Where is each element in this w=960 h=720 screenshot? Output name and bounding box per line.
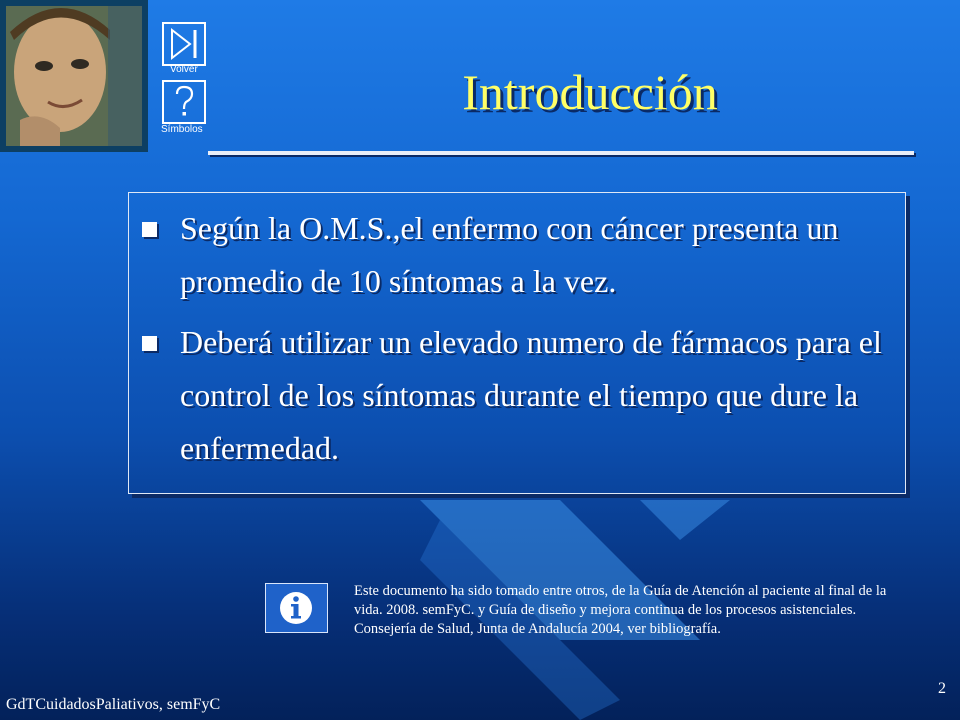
source-note: Este documento ha sido tomado entre otros, de la Guía de Atención al paciente al final de la vida. 2008. semFyC. y Guía de diseño y mejora continua de los procesos asistenciales. Consejería de Salud, Junta de Andalucía 2004, ver bibliografía. bbox=[354, 583, 887, 637]
portrait-image bbox=[0, 0, 148, 152]
volver-label: Volver bbox=[170, 64, 198, 75]
simbolos-button[interactable] bbox=[162, 80, 206, 124]
page-title: Introducción bbox=[462, 64, 718, 120]
bullet-text: Deberá utilizar un elevado numero de fármacos para el control de los síntomas durante el tiempo que dure la enfermedad. bbox=[180, 324, 882, 466]
volver-icon bbox=[164, 24, 204, 64]
bullet-marker bbox=[142, 222, 157, 237]
bullet-item bbox=[146, 202, 886, 308]
page-number: 2 bbox=[938, 680, 946, 697]
bullet-item bbox=[146, 316, 886, 475]
volver-button[interactable] bbox=[162, 22, 206, 66]
bullet-text: Según la O.M.S.,el enfermo con cáncer presenta un promedio de 10 síntomas a la vez. bbox=[180, 210, 839, 299]
simbolos-icon bbox=[164, 82, 204, 122]
footer-text: GdTCuidadosPaliativos, semFyC bbox=[6, 696, 221, 713]
info-icon bbox=[266, 584, 327, 632]
info-button[interactable] bbox=[265, 583, 328, 633]
simbolos-label: Símbolos bbox=[161, 124, 203, 135]
bullet-marker bbox=[142, 336, 157, 351]
title-divider bbox=[208, 151, 914, 155]
